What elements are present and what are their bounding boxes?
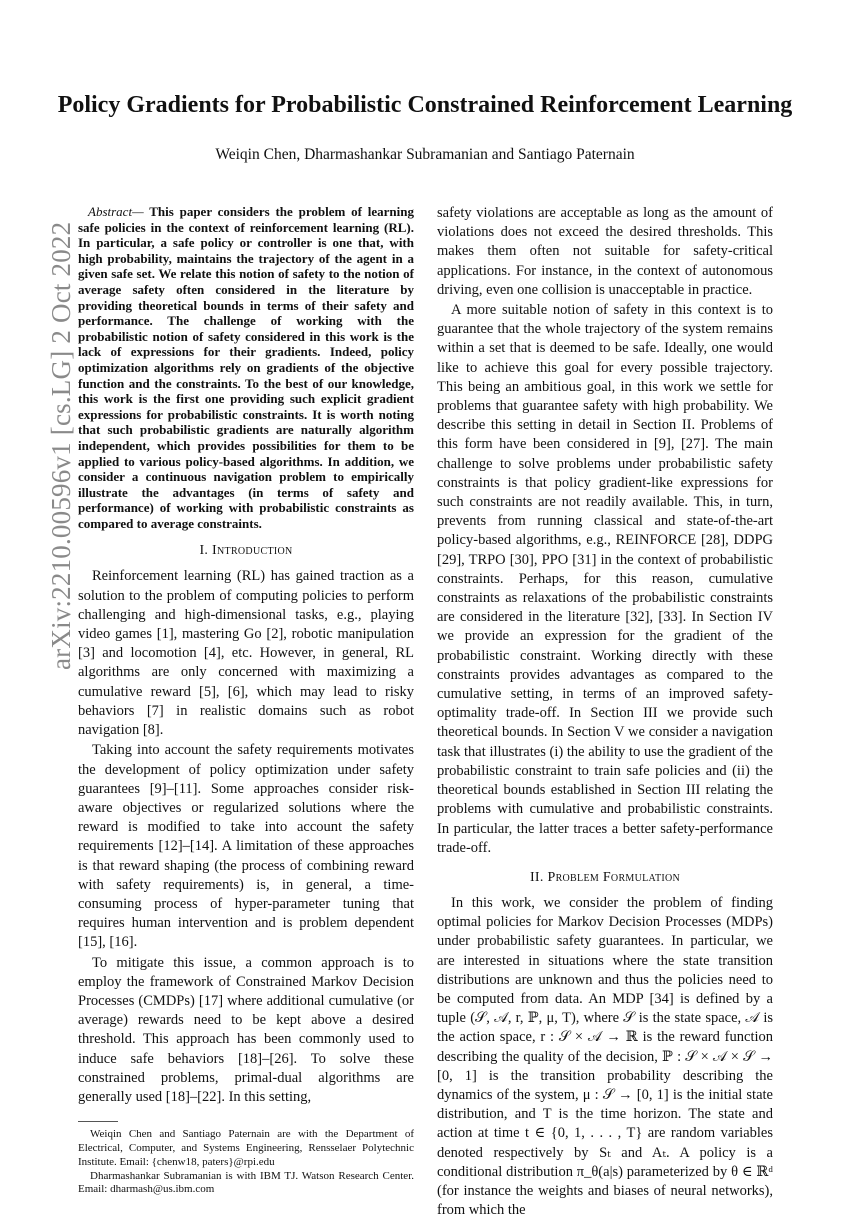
right-column xyxy=(437,204,773,1221)
intro-paragraph-3: To mitigate this issue, a common approach is to employ the framework of Constrained Markov Decision Processes (CMDPs) [17] where additional cumulative (or average) rewards need to be kept above a desired threshold. This approach has been commonly used to induce safe behaviors [18]–[26]. To solve these constrained problems, primal-dual algorithms are generally used [18]–[22]. In this setting, xyxy=(78,954,414,1105)
author-list: Weiqin Chen, Dharmashankar Subramanian and Santiago Paternain xyxy=(215,146,635,163)
left-column xyxy=(78,204,414,1197)
arxiv-stamp-text: arXiv:2210.00596v1 [cs.LG] 2 Oct 2022 xyxy=(46,221,76,670)
abstract-label: Abstract xyxy=(88,204,133,219)
section-title: Problem Formulation xyxy=(547,869,681,885)
arxiv-identifier xyxy=(26,221,76,670)
intro-paragraph-2: Taking into account the safety requirements motivates the development of policy optimization under safety guarantees [9]–[11]. Some approaches consider risk-aware objectives or regularized solutions where the reward is modified to take into account the safety requirements [12]–[14]. A limitation of these approaches is that reward shaping (the process of combining reward with safety requirements) is, in general, a time-consuming process of hyper-parameter tuning that requires human intervention and is problem dependent [15], [16]. xyxy=(78,742,414,951)
abstract-text: This paper considers the problem of learning safe policies in the context of reinforcement learning (RL). In particular, a safe policy or controller is one that, with high probability, maintains the trajectory of the agent in a given safe set. We relate this notion of safety to the notion of average safety often considered in the literature by providing theoretical bounds in terms of their safety and performance. The challenge of working with the probabilistic notion of safety considered in this work is the lack of expressions for their gradients. Indeed, policy optimization algorithms rely on gradients of the objective function and the constraints. To the best of our knowledge, this work is the first one providing such explicit gradient expressions for probabilistic constraints. It is worth noting that such probabilistic gradients are naturally algorithm independent, which provides possibilities for them to be applied to various policy-based algorithms. In addition, we consider a continuous navigation problem to empirically illustrate the advantages (in terms of safety and performance) of working with probabilistic constraints as compared to average constraints. xyxy=(78,204,414,531)
section-heading-problem-formulation xyxy=(437,870,773,886)
footnote-affiliation-1: Weiqin Chen and Santiago Paternain are with the Department of Electrical, Computer, and Systems Engineering, Rensselaer Polytechnic Institute. Email: {chenw18, paters}@rpi.edu xyxy=(78,1128,414,1168)
section-heading-introduction xyxy=(78,543,414,559)
section-number: II. xyxy=(529,869,544,885)
right-paragraph-2: A more suitable notion of safety in this context is to guarantee that the whole trajectory of the system remains within a set that is deemed to be safe. Ideally, one would like to achieve this goal for every possible trajectory. This being an ambitious goal, in this work we settle for problems that guarantee safety with high probability. We describe this setting in detail in Section II. Problems of this form have been considered in [9], [27]. The main challenge to solve problems under probabilistic safety constraints is that policy gradient-like expressions for such constraints are not readily available. This, in turn, prevents from running classical and state-of-the-art policy-based algorithms, e.g., REINFORCE [28], DDPG [29], TRPO [30], PPO [31] in the context of probabilistic constraints. Perhaps, for this reason, cumulative constraints as relaxations of the probabilistic constraints are considered in the literature [32], [33]. In Section IV we provide an expression for the gradient of the probabilistic constraint. Working directly with these constraints provides advantages as compared to the cumulative setting, in terms of an improved safety-optimality trade-off. In Section III we provide such theoretical bounds. In Section V we consider a navigation task that illustrates (i) the ability to use the gradient of the probabilistic constraint to train safe policies and (ii) the theoretical bounds established in Section III relating the problems with cumulative and probabilistic constraints. In particular, the latter traces a better safety-performance trade-off. xyxy=(437,302,773,856)
abstract: Abstract— This paper considers the problem of learning safe policies in the context of reinforcement learning (RL). In particular, a safe policy or controller is one that, with high probability, maintains the trajectory of the agent in a given safe set. We relate this notion of safety to the notion of average safety often considered in the literature by providing theoretical bounds in terms of their safety and performance. The challenge of working with the probabilistic notion of safety considered in this work is the lack of expressions for their gradients. Indeed, policy optimization algorithms rely on gradients of the objective function and the constraints. To the best of our knowledge, this work is the first one providing such explicit gradient expressions for probabilistic constraints. It is worth noting that such probabilistic gradients are naturally algorithm independent, which provides possibilities for them to be applied to various policy-based algorithms. In addition, we consider a continuous navigation problem to empirically illustrate the advantages (in terms of safety and performance) of working with probabilistic constraints as compared to average constraints. xyxy=(78,204,414,531)
paper-title: Policy Gradients for Probabilistic Constrained Reinforcement Learning xyxy=(57,92,793,118)
section-title: Introduction xyxy=(212,543,293,559)
intro-paragraph-1: Reinforcement learning (RL) has gained traction as a solution to the problem of computing policies to perform challenging and high-dimensional tasks, e.g., playing video games [1], mastering Go [2], robotic manipulation [3] and locomotion [4], etc. However, in general, RL algorithms are only concerned with maximizing a cumulative reward [5], [6], which may lead to risky behaviors [7] in realistic domains such as robot navigation [8]. xyxy=(78,568,414,739)
footnote-affiliation-2: Dharmashankar Subramanian is with IBM TJ. Watson Research Center. Email: dharmash@us.ibm.com xyxy=(78,1169,414,1196)
problem-paragraph: In this work, we consider the problem of finding optimal policies for Markov Decision Processes (MDPs) under probabilistic safety guarantees. In particular, we are interested in situations where the state transition distributions are unknown and thus the policies need to be computed from data. An MDP [34] is defined by a tuple (𝒮, 𝒜, r, ℙ, μ, T), where 𝒮 is the state space, 𝒜 is the action space, r : 𝒮 × 𝒜 → ℝ is the reward function describing the quality of the decision, ℙ : 𝒮 × 𝒜 × 𝒮 → [0, 1] is the transition probability describing the dynamics of the system, μ : 𝒮 → [0, 1] is the initial state distribution, and T is the time horizon. The state and action at time t ∈ {0, 1, . . . , T} are random variables denoted respectively by Sₜ and Aₜ. A policy is a conditional distribution π_θ(a|s) parameterized by θ ∈ ℝᵈ (for instance the weights and biases of neural networks), from which the xyxy=(437,894,773,1219)
right-paragraph-1: safety violations are acceptable as long as the amount of violations does not exceed the desired thresholds. This makes them often not suitable for safety-critical applications. For instance, in the context of autonomous driving, even one collision is unacceptable in practice. xyxy=(437,205,773,298)
section-number: I. xyxy=(199,543,209,559)
footnote-divider xyxy=(78,1121,118,1122)
